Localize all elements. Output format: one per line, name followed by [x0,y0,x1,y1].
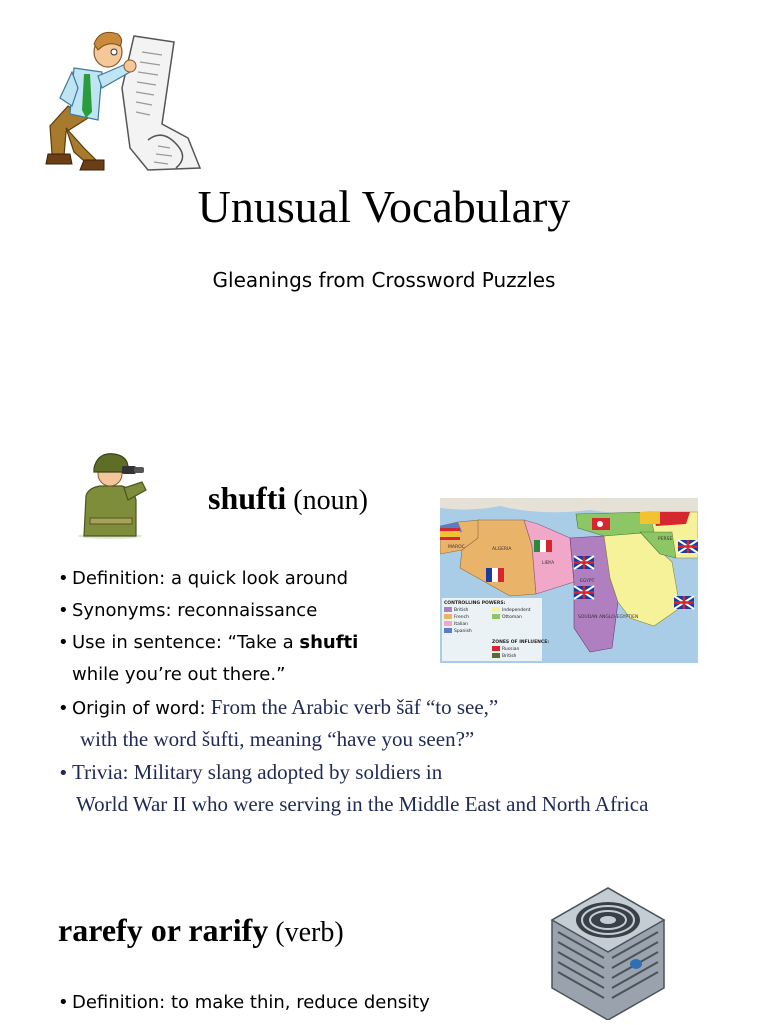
bullet-use-in-sentence-cont: while you’re out there.” [72,664,286,685]
soldier-illustration [70,452,154,540]
bullet-trivia-cont: World War II who were serving in the Middle East and North Africa [76,792,649,816]
map-label-libya: LIBYA [542,561,555,566]
map-label-egypt: EGYPT [580,579,595,584]
entry-word: rarefy or rarify [58,912,269,948]
middle-east-colonial-map-icon [440,498,698,663]
bullet-origin: • Origin of word: From the Arabic verb šāf “to see,” [58,695,499,719]
bullet-definition: • Definition: to make thin, reduce density [58,992,430,1013]
reading-long-scroll-icon [38,28,206,178]
air-conditioner-unit-icon [548,880,668,1020]
bullet-trivia: • Trivia: Military slang adopted by soldiers in [58,760,443,784]
part-of-speech: (noun) [293,485,368,516]
zone-item: Russian [502,647,520,652]
entry-heading-shufti [208,480,368,517]
ac-illustration [548,880,668,1020]
legend-item: Independent [502,608,531,613]
legend-item: Italian [454,622,468,627]
page-subtitle: Gleanings from Crossword Puzzles [212,268,556,292]
map-zones-title: ZONES OF INFLUENCE: [492,640,550,645]
bullet-synonyms: • Synonyms: reconnaissance [58,600,318,621]
bullet-definition: • Definition: a quick look around [58,568,349,589]
map-label-sudan: SOUDAN ANGLO-EGYPTIEN [578,615,639,620]
map-label-algeria: ALGERIA [492,547,512,552]
soldier-binoculars-icon [70,452,154,540]
map-label-maroc: MAROC [448,545,465,550]
legend-item: British [454,608,469,613]
bullet-use-in-sentence: • Use in sentence: “Take a shufti [58,632,359,653]
entry-heading-rarefy [58,912,344,949]
map-legend-title: CONTROLLING POWERS: [444,601,506,606]
legend-item: French [454,615,469,620]
page-title: Unusual Vocabulary [197,181,571,232]
part-of-speech: (verb) [275,917,344,948]
zone-item: British [502,654,517,659]
map-label-persia: PERSE [658,537,673,542]
legend-item: Ottoman [502,615,522,620]
colonial-map [440,498,698,663]
legend-item: Spanish [454,629,472,634]
bullet-origin-cont: with the word šufti, meaning “have you seen?” [80,727,475,751]
reader-illustration [38,28,206,178]
entry-word: shufti [208,480,287,516]
